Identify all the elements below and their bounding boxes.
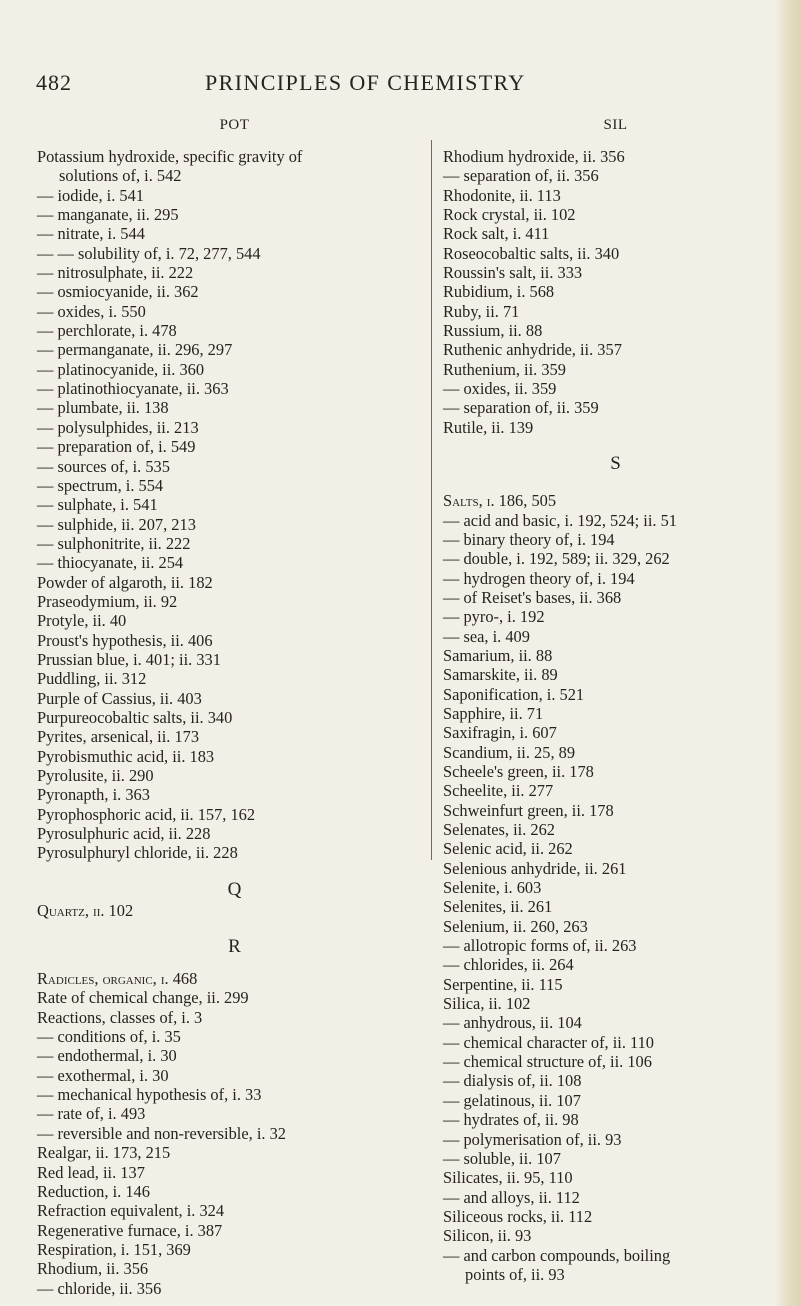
index-entry: Rutile, ii. 139: [443, 417, 534, 437]
index-entry: Scheelite, ii. 277: [443, 781, 554, 801]
index-entry: — hydrogen theory of, i. 194: [443, 568, 635, 588]
index-entry: — mechanical hypothesis of, i. 33: [37, 1085, 262, 1105]
index-entry: Selenic acid, ii. 262: [443, 839, 573, 859]
index-entry: Siliceous rocks, ii. 112: [443, 1206, 593, 1226]
index-entry: Russium, ii. 88: [443, 321, 543, 341]
index-entry: — oxides, i. 550: [37, 301, 146, 321]
index-entry: Serpentine, ii. 115: [443, 974, 563, 994]
index-entry: — nitrate, i. 544: [37, 224, 145, 244]
index-entry: — platinocyanide, ii. 360: [37, 359, 205, 379]
index-entry: Selenites, ii. 261: [443, 897, 553, 917]
index-entry: Selenite, i. 603: [443, 878, 542, 898]
index-entry: Selenates, ii. 262: [443, 820, 555, 839]
index-entry: Pyrites, arsenical, ii. 173: [37, 727, 200, 747]
index-entry: — oxides, ii. 359: [443, 379, 557, 399]
index-entry: Purple of Cassius, ii. 403: [37, 688, 202, 708]
index-entry: — allotropic forms of, ii. 263: [443, 936, 637, 956]
index-entry: Radicles, organic, i. 468: [37, 969, 198, 989]
index-entry: Reduction, i. 146: [37, 1181, 150, 1201]
index-entry: Scandium, ii. 25, 89: [443, 742, 576, 762]
index-entry: — plumbate, ii. 138: [37, 398, 169, 418]
index-entry: Praseodymium, ii. 92: [37, 591, 178, 611]
right-column: [443, 114, 788, 1284]
index-entry: — binary theory of, i. 194: [443, 529, 615, 549]
page-number: 482: [36, 70, 72, 95]
index-entry: — sea, i. 409: [443, 626, 530, 646]
index-entry: Prussian blue, i. 401; ii. 331: [37, 649, 221, 669]
index-entry: Rhodium hydroxide, ii. 356: [443, 147, 625, 166]
index-entries-p: [37, 147, 432, 863]
index-entry: — polysulphides, ii. 213: [37, 417, 199, 437]
index-entry: — sulphate, i. 541: [37, 495, 158, 515]
index-entry: — endothermal, i. 30: [37, 1046, 177, 1066]
index-entry: Realgar, ii. 173, 215: [37, 1143, 171, 1163]
index-entry: Puddling, ii. 312: [37, 669, 147, 689]
index-entry: — spectrum, i. 554: [37, 475, 164, 495]
index-entry: — and carbon compounds, boiling: [443, 1245, 671, 1265]
index-entry: Refraction equivalent, i. 324: [37, 1201, 225, 1221]
index-entries-s: [443, 491, 788, 1284]
index-entry: Schweinfurt green, ii. 178: [443, 800, 614, 820]
index-entry: — sulphide, ii. 207, 213: [37, 514, 196, 534]
index-entry: — preparation of, i. 549: [37, 437, 196, 457]
index-entry: Pyronapth, i. 363: [37, 785, 150, 805]
index-entry: — pyro-, i. 192: [443, 607, 545, 627]
index-entry: — exothermal, i. 30: [37, 1065, 169, 1085]
index-entry: — of Reiset's bases, ii. 368: [443, 587, 622, 607]
index-entry: — gelatinous, ii. 107: [443, 1090, 581, 1110]
index-entry: Pyrosulphuryl chloride, ii. 228: [37, 843, 238, 863]
index-entry: Proust's hypothesis, ii. 406: [37, 630, 213, 650]
index-entry: Silicates, ii. 95, 110: [443, 1168, 573, 1188]
index-entry: — iodide, i. 541: [37, 185, 144, 205]
running-title: PRINCIPLES OF CHEMISTRY: [205, 70, 526, 95]
index-entry: Samarium, ii. 88: [443, 645, 553, 665]
index-entry: — chlorides, ii. 264: [443, 955, 574, 975]
index-entry: Powder of algaroth, ii. 182: [37, 572, 213, 592]
index-entry: Rhodonite, ii. 113: [443, 185, 561, 205]
index-entry: Protyle, ii. 40: [37, 611, 127, 631]
left-column: [37, 114, 432, 1298]
index-entry: — soluble, ii. 107: [443, 1148, 561, 1168]
index-entry: Selenium, ii. 260, 263: [443, 916, 588, 936]
index-entry: — double, i. 192, 589; ii. 329, 262: [443, 549, 670, 569]
index-entry: — and alloys, ii. 112: [443, 1187, 580, 1207]
index-entry: — thiocyanate, ii. 254: [37, 553, 184, 573]
index-entry: Red lead, ii. 137: [37, 1162, 145, 1182]
index-entry: — polymerisation of, ii. 93: [443, 1129, 622, 1149]
index-entry: Rhodium, ii. 356: [37, 1259, 149, 1279]
index-entry: Selenious anhydride, ii. 261: [443, 858, 627, 878]
index-entry: — perchlorate, i. 478: [37, 321, 177, 341]
index-entry: Salts, i. 186, 505: [443, 491, 557, 511]
index-entry: Regenerative furnace, i. 387: [37, 1220, 223, 1240]
index-entry: Pyrosulphuric acid, ii. 228: [37, 824, 211, 844]
index-entry: Samarskite, ii. 89: [443, 665, 558, 685]
index-entry: Silicon, ii. 93: [443, 1226, 532, 1246]
section-letter-r: R: [228, 936, 241, 958]
index-entry: Potassium hydroxide, specific gravity of: [37, 147, 303, 166]
index-entry: — separation of, ii. 356: [443, 166, 599, 186]
index-entry: — — solubility of, i. 72, 277, 544: [37, 243, 261, 263]
index-entries-r-cont: [443, 147, 788, 437]
index-entry: Saponification, i. 521: [443, 684, 585, 704]
index-entry: Pyrobismuthic acid, ii. 183: [37, 746, 215, 766]
running-head: [0, 70, 801, 100]
index-entry: — chloride, ii. 356: [37, 1278, 162, 1298]
index-entry: Ruthenic anhydride, ii. 357: [443, 340, 622, 360]
index-entry: — sulphonitrite, ii. 222: [37, 533, 191, 553]
index-entry: — rate of, i. 493: [37, 1104, 146, 1124]
left-catchword: POT: [219, 117, 250, 133]
index-entries-r: [37, 969, 432, 1298]
index-entry: — permanganate, ii. 296, 297: [37, 340, 233, 360]
index-entry: Roussin's salt, ii. 333: [443, 263, 583, 283]
index-entry: Pyrolusite, ii. 290: [37, 766, 154, 785]
index-entry: — manganate, ii. 295: [37, 205, 179, 225]
index-entry: Rock crystal, ii. 102: [443, 205, 576, 225]
index-entry: Rubidium, i. 568: [443, 282, 555, 302]
index-entry: Pyrophosphoric acid, ii. 157, 162: [37, 804, 256, 824]
index-entry: — anhydrous, ii. 104: [443, 1013, 582, 1033]
index-entry: — conditions of, i. 35: [37, 1027, 181, 1047]
index-entry: — chemical character of, ii. 110: [443, 1032, 655, 1052]
section-letter-q: Q: [227, 878, 242, 900]
index-entry: Respiration, i. 151, 369: [37, 1239, 191, 1259]
index-entry: Silica, ii. 102: [443, 994, 531, 1014]
right-catchword: SIL: [603, 117, 628, 133]
index-entries-q: [37, 901, 432, 920]
index-entry: points of, ii. 93: [465, 1264, 565, 1284]
index-entry: — separation of, ii. 359: [443, 398, 599, 418]
index-entry: — reversible and non-reversible, i. 32: [37, 1123, 286, 1143]
index-entry: — sources of, i. 535: [37, 456, 170, 476]
index-entry: Rate of chemical change, ii. 299: [37, 988, 249, 1008]
index-entry: Reactions, classes of, i. 3: [37, 1007, 203, 1027]
index-entry: — chemical structure of, ii. 106: [443, 1052, 652, 1072]
index-entry: Quartz, ii. 102: [37, 900, 134, 920]
index-entry: Purpureocobaltic salts, ii. 340: [37, 707, 233, 727]
index-entry: — nitrosulphate, ii. 222: [37, 263, 194, 283]
index-entry: — acid and basic, i. 192, 524; ii. 51: [443, 510, 677, 530]
index-entry: Rock salt, i. 411: [443, 224, 550, 244]
index-entry: Ruby, ii. 71: [443, 301, 520, 321]
index-entry: — osmiocyanide, ii. 362: [37, 282, 199, 302]
index-entry: Roseocobaltic salts, ii. 340: [443, 243, 620, 263]
index-entry: — platinothiocyanate, ii. 363: [37, 379, 229, 399]
section-letter-s: S: [610, 453, 621, 475]
index-entry: Saxifragin, i. 607: [443, 723, 557, 743]
index-entry: Sapphire, ii. 71: [443, 703, 544, 723]
index-entry: Scheele's green, ii. 178: [443, 761, 594, 781]
index-entry: solutions of, i. 542: [59, 166, 182, 186]
index-entry: — hydrates of, ii. 98: [443, 1110, 579, 1130]
index-entry: Ruthenium, ii. 359: [443, 359, 566, 379]
index-entry: — dialysis of, ii. 108: [443, 1071, 582, 1091]
